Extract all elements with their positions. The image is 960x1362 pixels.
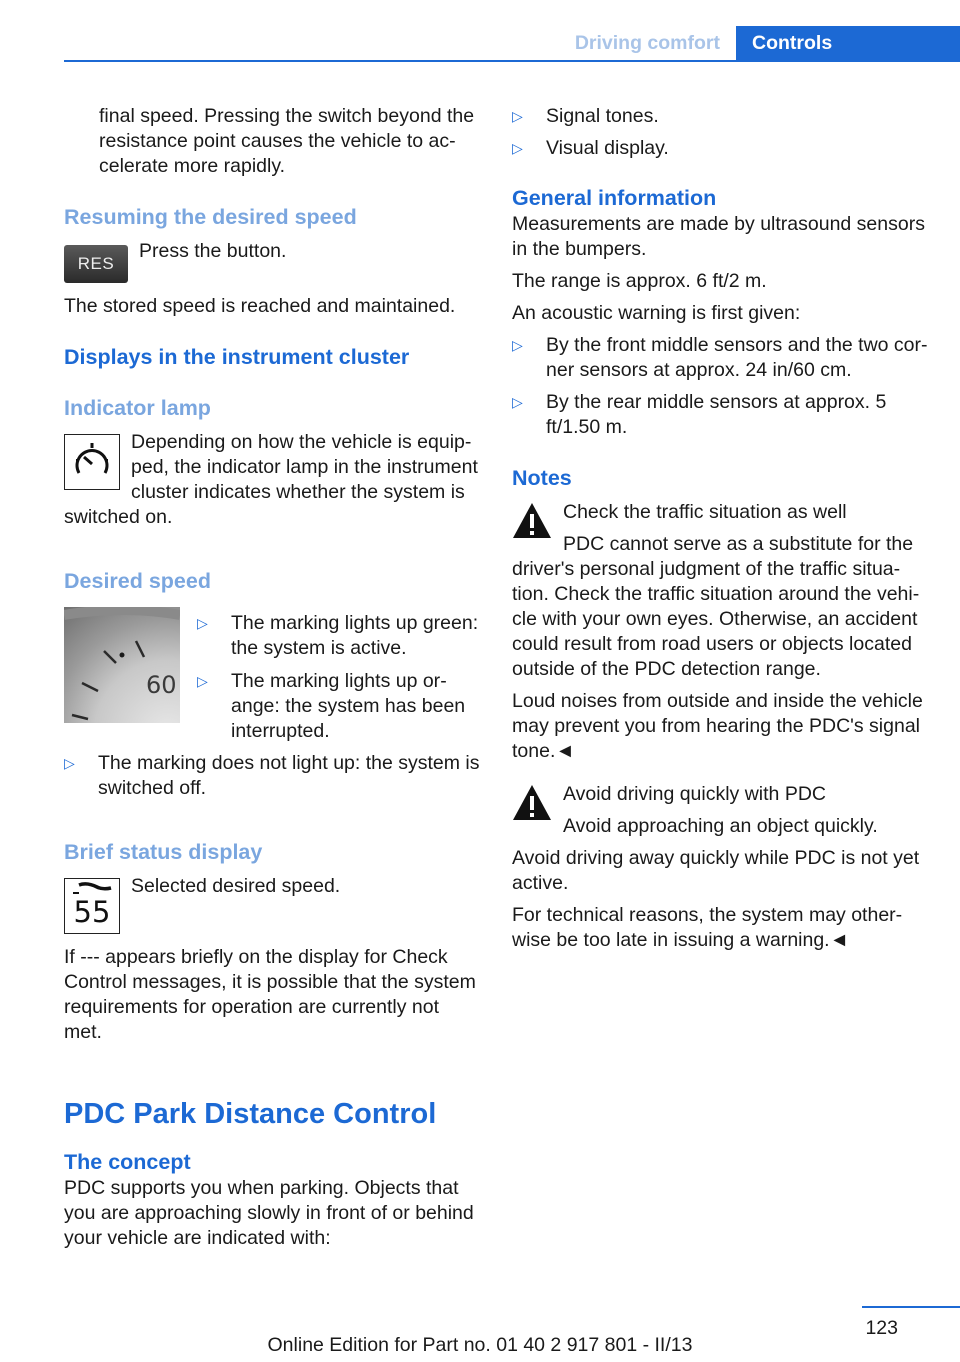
list-item: ▷ Visual display.	[512, 137, 669, 159]
page-number: 123	[865, 1317, 898, 1339]
displays-heading: Displays in the instrument cluster	[64, 345, 410, 369]
speedometer-gauge-image	[64, 607, 180, 723]
concept-text: PDC supports you when parking. Objects that you are approaching slowly in front of or behind your vehicle are indicated with:	[64, 1177, 474, 1249]
range-text: The range is approx. 6 ft/2 m.	[512, 270, 767, 292]
notes-heading: Notes	[512, 466, 572, 490]
triangle-bullet-icon: ▷	[64, 755, 75, 771]
intro-paragraph: final speed. Pressing the switch beyond the resistance point causes the vehicle to accelerate more rapidly.	[99, 105, 475, 177]
warning-triangle-icon	[512, 502, 552, 539]
warning2-body2: For technical reasons, the system may otherwise be too late in issuing a warning.◄	[512, 904, 903, 951]
indicator-text-cont: switched on.	[64, 506, 173, 528]
left-column	[64, 100, 482, 1251]
concept-heading: The concept	[64, 1150, 191, 1174]
triangle-bullet-icon: ▷	[512, 140, 523, 156]
triangle-bullet-icon: ▷	[512, 337, 523, 353]
pdc-heading: PDC Park Distance Control	[64, 1098, 437, 1130]
triangle-bullet-icon: ▷	[197, 673, 208, 689]
warning2-body: Avoid driving away quickly while PDC is not yet active.	[512, 847, 920, 894]
warning1-line: PDC cannot serve as a substitute for the	[563, 533, 914, 555]
brief-icon-number: 55	[73, 895, 111, 929]
stored-speed-text: The stored speed is reached and maintained.	[64, 295, 456, 317]
list-item: ▷ By the front middle sensors and the two corner sensors at approx. 24 in/60 cm.	[512, 334, 928, 381]
header-section-label: Driving comfort	[574, 32, 720, 54]
general-text: Measurements are made by ultrasound sensors in the bumpers.	[512, 213, 925, 260]
desired-list	[197, 611, 482, 744]
warning1-row	[512, 500, 930, 557]
list-item: ▷ The marking lights up green: the system is active.	[197, 612, 479, 659]
indicator-text: Depending on how the vehicle is equipped, the indicator lamp in the instrument cluster indicates whether the system is	[131, 431, 478, 503]
general-heading: General information	[512, 186, 717, 210]
warning2-title: Avoid driving quickly with PDC	[563, 783, 826, 805]
triangle-bullet-icon: ▷	[512, 108, 523, 124]
warning1-lead	[563, 500, 930, 557]
brief-row	[64, 874, 482, 934]
acoustic-text: An acoustic warning is first given:	[512, 302, 801, 324]
list-item: ▷ By the rear middle sensors at approx. 5 ft/1.50 m.	[512, 391, 887, 438]
header-chapter-tab[interactable]: Controls	[736, 26, 960, 60]
check-control-text: If --- appears briefly on the display for Check Control messages, it is possible that the system requirements for operation are currently not met.	[64, 946, 476, 1043]
triangle-bullet-icon: ▷	[197, 615, 208, 631]
desired-row	[64, 603, 482, 744]
res-row	[64, 239, 482, 283]
list-item: ▷ The marking does not light up: the system is switched off.	[64, 752, 480, 799]
warning2-line: Avoid approaching an object quickly.	[563, 815, 878, 837]
warning2-lead	[563, 782, 930, 839]
brief-heading: Brief status display	[64, 840, 263, 864]
indicated-list	[512, 104, 930, 161]
right-column	[512, 100, 930, 953]
desired-list-cont	[64, 751, 482, 801]
res-button-icon: RES	[64, 245, 128, 283]
warning1-body: driver's personal judgment of the traffic situation. Check the traffic situation around the vehicle with your own eyes. Otherwise, an accident could result from road users or objects located outside of the PDC detection range.	[512, 558, 920, 680]
warning-triangle-icon	[512, 784, 552, 821]
edition-footer: Online Edition for Part no. 01 40 2 917 801 - II/13	[267, 1334, 693, 1356]
warning1-body2: Loud noises from outside and inside the vehicle may prevent you from hearing the PDC's signal tone.◄	[512, 690, 923, 762]
cruise-indicator-icon	[64, 434, 120, 490]
indicator-heading: Indicator lamp	[64, 396, 211, 420]
footer-rule	[862, 1306, 960, 1308]
triangle-bullet-icon: ▷	[512, 394, 523, 410]
list-item: ▷ The marking lights up orange: the system has been interrupted.	[197, 670, 466, 742]
gauge-number: 60	[146, 671, 177, 699]
header-rule	[64, 60, 960, 62]
press-button-text: Press the button.	[139, 240, 287, 262]
acoustic-list	[512, 333, 930, 440]
brief-text: Selected desired speed.	[131, 875, 341, 897]
indicator-row	[64, 430, 482, 505]
brief-status-icon	[64, 878, 120, 934]
resume-heading: Resuming the desired speed	[64, 205, 357, 229]
warning2-row	[512, 782, 930, 839]
list-item: ▷ Signal tones.	[512, 105, 659, 127]
warning1-title: Check the traffic situation as well	[563, 501, 847, 523]
desired-heading: Desired speed	[64, 569, 211, 593]
